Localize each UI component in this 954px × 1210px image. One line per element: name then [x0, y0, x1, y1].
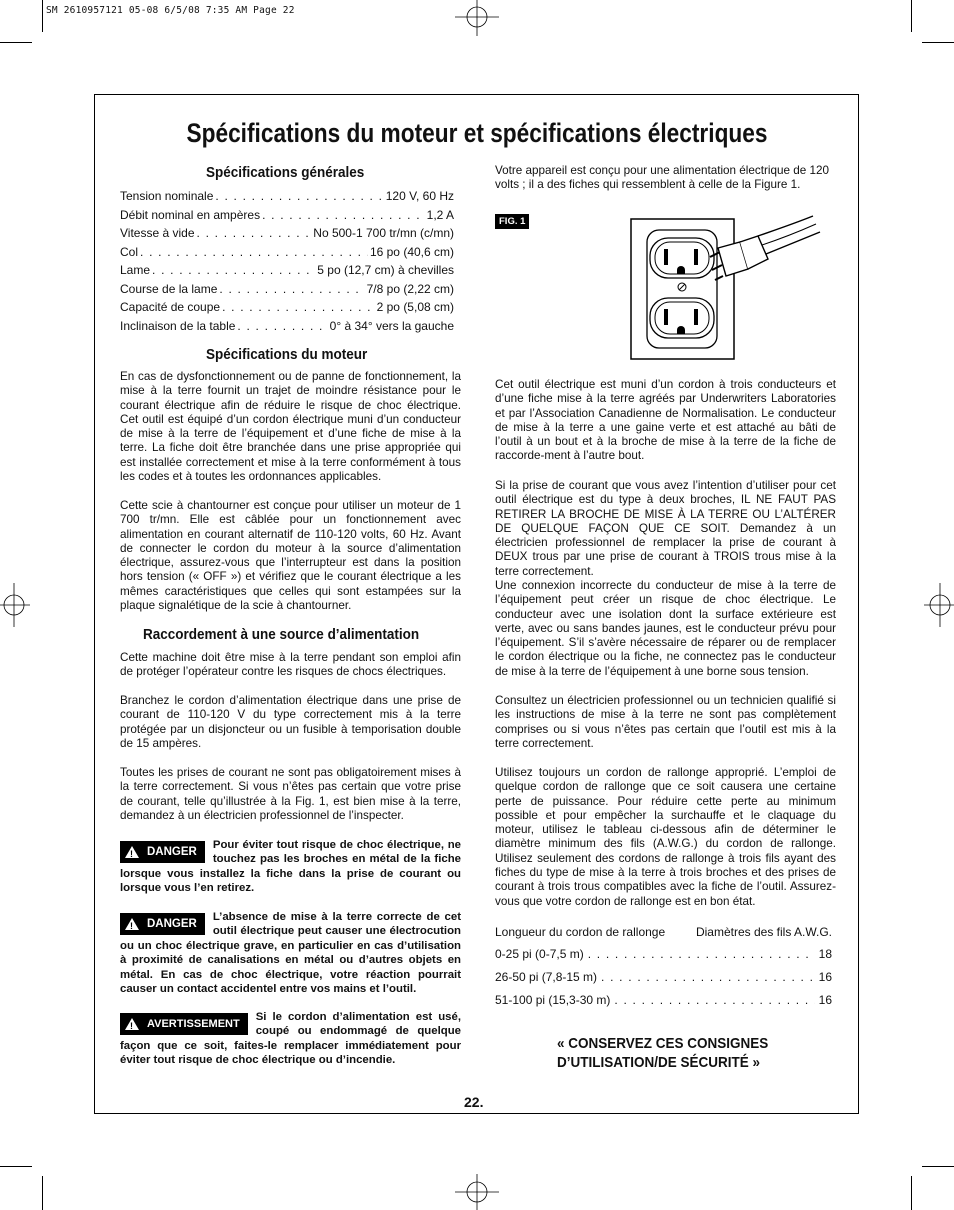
registration-mark-icon [455, 1174, 499, 1210]
spec-row [120, 245, 454, 259]
spec-row [120, 189, 454, 203]
spec-row [120, 208, 454, 222]
registration-mark-icon [924, 583, 954, 627]
crop-mark [922, 1166, 954, 1167]
spec-row [120, 263, 454, 277]
save-instructions-line-2: D’UTILISATION/DE SÉCURITÉ » [557, 1054, 761, 1071]
page-title: Spécifications du moteur et spécifications électriques [186, 118, 768, 148]
warning-triangle-icon: ! [125, 846, 139, 858]
cord-paragraph: Cet outil électrique est muni d’un cordon à trois conducteurs et d’une fiche mise à la terre agréés par Underwriters Laboratories et par l’Association Canadienne de Normalisation. Le conducteur de mise à la terre a une gaine verte et est attaché au bâti de l’outil à un bout et à la broche de mise à la terre de la fiche de raccorde-ment à l’autre bout. [495, 378, 836, 463]
warning-triangle-icon: ! [125, 1018, 139, 1030]
registration-mark-icon [455, 0, 499, 36]
cord-table-header [495, 925, 832, 939]
crop-mark [911, 1176, 912, 1210]
warning-triangle-icon: ! [125, 918, 139, 930]
leader-dots [601, 970, 815, 984]
danger-badge: ! DANGER [120, 913, 205, 935]
crop-mark [922, 42, 954, 43]
spec-value: 7/8 po (2,22 cm) [366, 282, 454, 296]
leader-dots [215, 189, 383, 203]
spec-value: 1,2 A [426, 208, 454, 222]
crop-mark [42, 0, 43, 32]
cord-gauge: 18 [818, 947, 832, 961]
leader-dots [614, 993, 814, 1007]
crop-mark [42, 1176, 43, 1210]
print-slug: SM 2610957121 05-08 6/5/08 7:35 AM Page 22 [46, 5, 295, 16]
crop-mark [0, 1166, 32, 1167]
cord-table-row [495, 993, 832, 1007]
leader-dots [197, 226, 312, 240]
cord-gauge: 16 [818, 993, 832, 1007]
spec-label: Tension nominale [120, 189, 214, 203]
leader-dots [262, 208, 425, 222]
motor-paragraph-2: Cette scie à chantourner est conçue pour utiliser un moteur de 1 700 tr/mn. Elle est câblée pour un fonctionnement avec alimentation en courant alternatif de 110-120 volts, 60 Hz. Avant de connecter le cordon du moteur à la source d’alimentation électrique, assurez-vous que l’interrupteur est dans la position hors tension (« OFF ») et vérifiez que le courant électrique a les mêmes caractéristiques que celles qui sont estampées sur la plaque signalétique de la scie à chantourner. [120, 499, 461, 613]
save-instructions-line-1: « CONSERVEZ CES CONSIGNES [557, 1035, 769, 1052]
spec-label: Course de la lame [120, 282, 218, 296]
spec-label: Col [120, 245, 139, 259]
cord-length: 51-100 pi (15,3-30 m) [495, 993, 611, 1007]
intro-paragraph: Votre appareil est conçu pour une alimentation électrique de 120 volts ; il a des fiches qui ressemblent à celle de la Figure 1. [495, 164, 829, 192]
danger-warning-1 [120, 838, 461, 896]
leader-dots [219, 282, 364, 296]
motor-specs-heading: Spécifications du moteur [206, 346, 368, 363]
general-specs-heading: Spécifications générales [206, 164, 365, 181]
spec-value: 2 po (5,08 cm) [376, 300, 454, 314]
spec-row [120, 282, 454, 296]
danger-badge: ! DANGER [120, 841, 205, 863]
leader-dots [222, 300, 375, 314]
spec-label: Débit nominal en ampères [120, 208, 261, 222]
grounded-outlet-plug-figure [628, 214, 828, 364]
power-heading: Raccordement à une source d’alimentation [143, 626, 420, 643]
leader-dots [588, 947, 815, 961]
cord-table-col-gauge: Diamètres des fils A.W.G. [695, 925, 832, 939]
spec-row [120, 319, 454, 333]
spec-label: Inclinaison de la table [120, 319, 236, 333]
figure-label: FIG. 1 [495, 214, 529, 229]
warning-text: L’absence de mise à la terre correcte de cet outil électrique peut causer une électrocution ou un choc électrique grave, en particulier en cas d’utilisation à proximité de canalisations en métal ou d’autres objets en métal. En cas de choc électrique, votre réaction pourrait causer un contact accidentel entre vos mains et l’outil. [120, 911, 461, 996]
outlet-receptacle-icon [650, 238, 714, 278]
consult-paragraph: Consultez un électricien professionnel ou un technicien qualifié si les instructions de mise à la terre ne sont pas complètement comprises ou si vous n’êtes pas certain que l’outil est mis à la terre correctement. [495, 694, 836, 750]
registration-mark-icon [0, 583, 30, 627]
warning-text: Si le cordon d’alimentation est usé, coupé ou endommagé de quelque façon que ce soit, faites-le remplacer immédiatement pour éviter tout risque de choc électrique ou d’incendie. [120, 1011, 461, 1067]
spec-row [120, 226, 454, 240]
cord-gauge: 16 [818, 970, 832, 984]
spec-row [120, 300, 454, 314]
crop-mark [911, 0, 912, 32]
warning-badge: ! AVERTISSEMENT [120, 1013, 248, 1035]
cord-length: 0-25 pi (0-7,5 m) [495, 947, 584, 961]
leader-dots [140, 245, 368, 259]
two-prong-paragraph: Si la prise de courant que vous avez l’intention d’utiliser pour cet outil électrique est du type à deux broches, IL NE FAUT PAS RETIRER LA BROCHE DE MISE À LA TERRE OU L’ALTÉRER DE QUELQUE FAÇON QUE CE SOIT. Demandez à un électricien professionnel de remplacer la prise de courant à DEUX trous par une prise de courant à TROIS trous mise à la terre correctement. [495, 479, 836, 578]
spec-value: 16 po (40,6 cm) [369, 245, 454, 259]
power-paragraph-2: Branchez le cordon d’alimentation électrique dans une prise de courant de 110-120 V du type correctement mis à la terre protégée par un disjoncteur ou un fusible à temporisation double de 15 ampères. [120, 694, 461, 750]
cord-table-row [495, 970, 832, 984]
spec-label: Capacité de coupe [120, 300, 221, 314]
page-number: 22. [464, 1094, 484, 1110]
spec-value: 0° à 34° vers la gauche [329, 319, 454, 333]
power-paragraph-3: Toutes les prises de courant ne sont pas obligatoirement mises à la terre correctement. Si vous n’êtes pas certain que votre prise de courant, telle qu’illustrée à la Fig. 1, est bien mise à la terre, demandez à un électricien professionnel de l’inspecter. [120, 766, 461, 822]
save-instructions-notice [557, 1034, 768, 1072]
power-paragraph-1: Cette machine doit être mise à la terre pendant son emploi afin de protéger l’opérateur contre les risques de chocs électriques. [120, 651, 461, 679]
spec-value: No 500-1 700 tr/mn (c/mn) [313, 226, 454, 240]
connection-paragraph: Une connexion incorrecte du conducteur de mise à la terre de l’équipement peut créer un risque de choc électrique. Le conducteur avec une isolation dont la surface extérieure est verte, avec ou sans bandes jaunes, est le conducteur prévu pour l’équipement. S’il s’avère nécessaire de réparer ou de remplacer le cordon électrique ou la fiche, ne connectez pas le conducteur de mise à la terre de l’équipement à une borne sous tension. [495, 579, 836, 678]
extension-paragraph: Utilisez toujours un cordon de rallonge approprié. L’emploi de quelque cordon de rallonge que ce soit causera une certaine perte de puissance. Pour réduire cette perte au minimum possible et pour empêcher la surchauffe et le claquage du moteur, utilisez le tableau ci-dessous afin de déterminer le diamètre minimum des fils (A.W.G.) du cordon de rallonge. Utilisez seulement des cordons de rallonge à trois fils ayant des fiches du type de mise à la terre à trois broches et des prises de courant à trois trous compatibles avec la fiche de l’outil. Assurez-vous que votre cordon de rallonge est en bon état. [495, 766, 836, 908]
motor-paragraph-1: En cas de dysfonctionnement ou de panne de fonctionnement, la mise à la terre fournit un trajet de moindre résistance pour le courant électrique afin de réduire le risque de choc électrique. Cet outil est équipé d’un cordon électrique muni d’un conducteur de mise à la terre de l’équipement et d’une fiche de mise à la terre. La fiche doit être branchée dans une prise appropriée qui est installée correctement et mise à la terre conformément à tous les codes et à toutes les ordonnances applicables. [120, 370, 461, 484]
caution-warning [120, 1010, 461, 1068]
warning-text: Pour éviter tout risque de choc électrique, ne touchez pas les broches en métal de la fiche lorsque vous installez la fiche dans la prise de courant ou lorsque vous l’en retirez. [120, 839, 461, 895]
outlet-receptacle-icon [650, 298, 714, 338]
spec-value: 5 po (12,7 cm) à chevilles [317, 263, 454, 277]
spec-label: Lame [120, 263, 151, 277]
spec-value: 120 V, 60 Hz [385, 189, 454, 203]
cord-table-row [495, 947, 832, 961]
crop-mark [0, 42, 32, 43]
danger-warning-2 [120, 910, 461, 996]
spec-label: Vitesse à vide [120, 226, 195, 240]
leader-dots [237, 319, 327, 333]
cord-table-col-length: Longueur du cordon de rallonge [495, 925, 666, 939]
leader-dots [152, 263, 315, 277]
cord-length: 26-50 pi (7,8-15 m) [495, 970, 598, 984]
